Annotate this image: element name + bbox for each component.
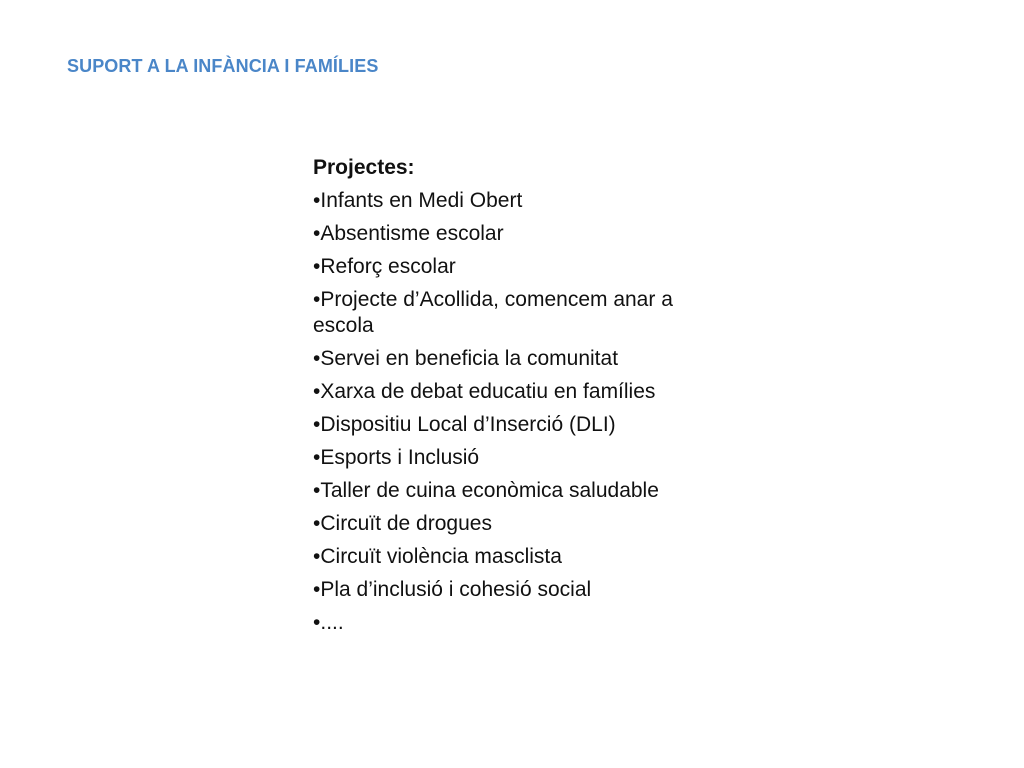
project-item: • Infants en Medi Obert — [313, 188, 718, 214]
project-item: • Circuït violència masclista — [313, 544, 718, 570]
project-item: • Absentisme escolar — [313, 221, 718, 247]
project-item: • Servei en beneficia la comunitat — [313, 346, 718, 372]
project-item: • Reforç escolar — [313, 254, 718, 280]
projects-list — [313, 188, 718, 636]
project-item: • .... — [313, 610, 718, 636]
project-item: • Esports i Inclusió — [313, 445, 718, 471]
projects-heading: Projectes: — [313, 156, 415, 179]
project-item: • Taller de cuina econòmica saludable — [313, 478, 718, 504]
slide-title: SUPORT A LA INFÀNCIA I FAMÍLIES — [67, 56, 379, 76]
projects-content — [313, 155, 718, 643]
project-item: • Dispositiu Local d’Inserció (DLI) — [313, 412, 718, 438]
project-item: • Circuït de drogues — [313, 511, 718, 537]
project-item: • Xarxa de debat educatiu en famílies — [313, 379, 718, 405]
project-item: • Projecte d’Acollida, comencem anar a escola — [313, 287, 718, 339]
project-item: • Pla d’inclusió i cohesió social — [313, 577, 718, 603]
